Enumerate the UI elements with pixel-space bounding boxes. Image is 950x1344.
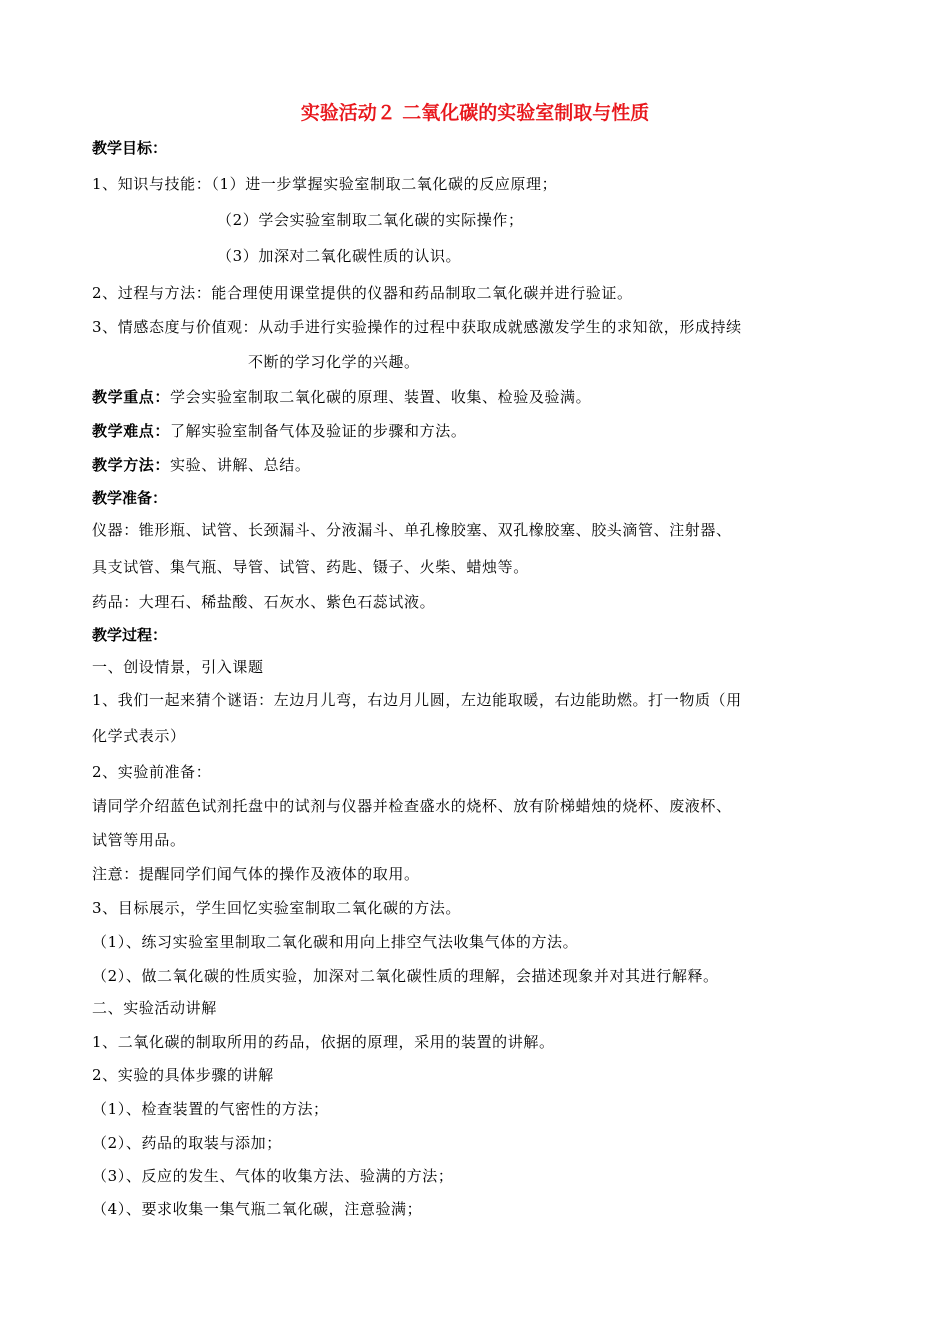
section-1-riddle: 1、我们一起来猜个谜语：左边月儿弯，右边月儿圆，左边能取暖，右边能助燃。打一物质（用 [92,691,742,709]
section-1-goals: 3、目标展示，学生回忆实验室制取二氧化碳的方法。 [92,899,461,917]
section-1: 一、创设情景，引入课题 [92,658,264,676]
section-1-prep-text: 请同学介绍蓝色试剂托盘中的试剂与仪器并检查盛水的烧杯、放有阶梯蜡烛的烧杯、废液杯、 [92,797,732,815]
difficulty [92,421,466,441]
reagents: 药品：大理石、稀盐酸、石灰水、紫色石蕊试液。 [92,593,436,611]
process-heading: 教学过程： [92,626,168,644]
section-1-prep-cont: 试管等用品。 [92,831,186,849]
section-2-2: 2、实验的具体步骤的讲解 [92,1066,274,1084]
section-2-1: 1、二氧化碳的制取所用的药品，依据的原理，采用的装置的讲解。 [92,1033,555,1051]
goal-knowledge: 1、知识与技能：（1）进一步掌握实验室制取二氧化碳的反应原理； [92,175,558,193]
goals-heading: 教学目标： [92,139,168,157]
method-text: 实验、讲解、总结。 [170,456,311,474]
section-1-riddle-cont: 化学式表示） [92,727,186,745]
document-title: 实验活动２ 二氧化碳的实验室制取与性质 [300,102,650,124]
section-1-goals-1: （1）、练习实验室里制取二氧化碳和用向上排空气法收集气体的方法。 [92,933,579,951]
section-1-prep: 2、实验前准备： [92,763,212,781]
prep-heading: 教学准备： [92,489,168,507]
instruments-cont: 具支试管、集气瓶、导管、试管、药匙、镊子、火柴、蜡烛等。 [92,558,529,576]
step-1: （1）、检查装置的气密性的方法； [92,1100,329,1118]
goal-attitude: 3、情感态度与价值观：从动手进行实验操作的过程中获取成就感激发学生的求知欲，形成持续 [92,318,742,336]
step-2: （2）、药品的取装与添加； [92,1134,282,1152]
goal-process: 2、过程与方法：能合理使用课堂提供的仪器和药品制取二氧化碳并进行验证。 [92,284,633,302]
goal-attitude-cont: 不断的学习化学的兴趣。 [248,353,420,371]
section-2: 二、实验活动讲解 [92,999,217,1017]
instruments: 仪器：锥形瓶、试管、长颈漏斗、分液漏斗、单孔橡胶塞、双孔橡胶塞、胶头滴管、注射器、 [92,521,732,539]
key-label: 教学重点： [92,388,171,406]
method-label: 教学方法： [92,456,171,474]
key-text: 学会实验室制取二氧化碳的原理、装置、收集、检验及验满。 [170,388,592,406]
difficulty-label: 教学难点： [92,422,171,440]
goal-knowledge-2: （2）学会实验室制取二氧化碳的实际操作； [217,211,524,229]
note: 注意：提醒同学们闻气体的操作及液体的取用。 [92,865,420,883]
goal-knowledge-3: （3）加深对二氧化碳性质的认识。 [217,247,462,265]
key-point [92,387,591,407]
step-4: （4）、要求收集一集气瓶二氧化碳，注意验满； [92,1200,423,1218]
difficulty-text: 了解实验室制备气体及验证的步骤和方法。 [170,422,467,440]
section-1-goals-2: （2）、做二氧化碳的性质实验，加深对二氧化碳性质的理解，会描述现象并对其进行解释。 [92,967,719,985]
method [92,455,310,475]
step-3: （3）、反应的发生、气体的收集方法、验满的方法； [92,1167,454,1185]
